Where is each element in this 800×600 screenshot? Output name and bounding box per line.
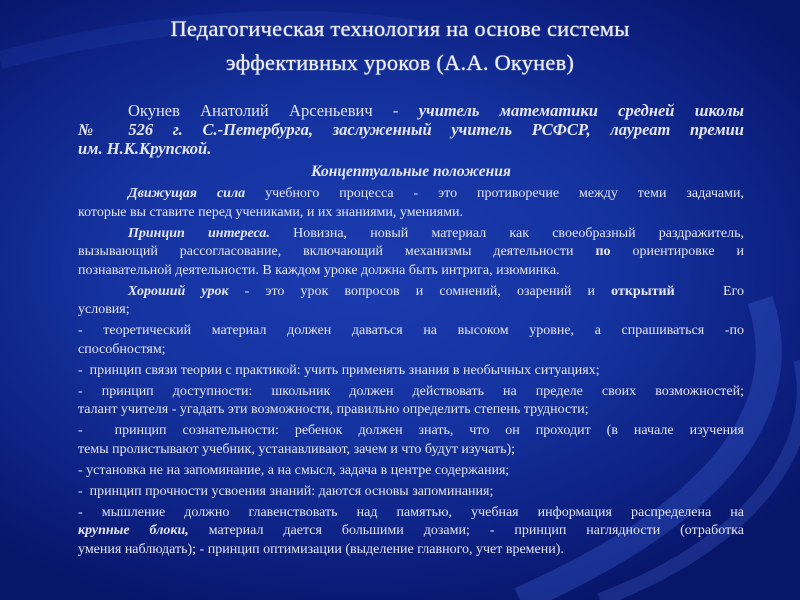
text-line [78, 422, 744, 441]
text-line [78, 185, 744, 204]
concept-paragraph [78, 283, 744, 320]
text-segment: способностям; [78, 341, 166, 357]
text-segment: - принцип связи теории с практикой: учить применять знания в необычных ситуациях; [78, 362, 600, 378]
concept-paragraph [78, 185, 744, 222]
text-line [78, 101, 744, 120]
text-segment: вызывающий рассогласование, включающий механизмы деятельности [78, 244, 596, 259]
concept-paragraph [78, 322, 744, 359]
slide-title [0, 12, 800, 80]
text-segment: талант учителя - угадать эти возможности, правильно определить степень трудности; [78, 402, 589, 417]
slide-title-line: эффективных уроков (А.А. Окунев) [225, 50, 575, 75]
text-segment: познавательной деятельности. В каждом уроке должна быть интрига, изюминка. [78, 262, 560, 278]
text-line [78, 441, 744, 460]
emphasized-text: по [595, 244, 611, 259]
emphasized-text: учитель математики средней школы [418, 101, 745, 120]
text-segment: учебного процесса - это противоречие между теми задачами, [245, 186, 744, 201]
emphasized-text: Хороший урок [128, 283, 229, 299]
text-segment: Его [674, 283, 744, 299]
text-line [78, 322, 744, 341]
text-segment: - принцип сознательности: ребенок должен знать, что он проходит (в начале изучения [78, 423, 744, 438]
text-segment: - принцип доступности: школьник должен действовать на пределе своих возможностей; [78, 383, 744, 399]
emphasized-text: Принцип интереса. [128, 225, 270, 241]
concept-paragraph [78, 462, 744, 481]
text-line [78, 462, 744, 481]
concept-paragraph [78, 422, 744, 459]
text-segment: - теоретический материал должен даваться на высоком уровне, а спрашиваться -по [78, 323, 744, 338]
text-segment: Окунев Анатолий Арсеньевич - [128, 101, 419, 120]
text-line [78, 204, 744, 223]
text-segment: - установка не на запоминание, а на смысл, задача в центре содержания; [78, 462, 510, 478]
text-segment: - принцип прочности усвоения знаний: даются основы запоминания; [78, 483, 494, 499]
text-line [78, 362, 744, 381]
text-segment: ориентировке и [610, 244, 744, 259]
text-segment: - это урок вопросов и сомнений, озарений и [228, 283, 612, 299]
text-line [78, 504, 744, 523]
slide-title-line: Педагогическая технология на основе системы [170, 16, 630, 41]
section-heading: Концептуальные положения [311, 163, 511, 180]
text-segment: материал дается большими дозами; - принцип наглядности (отработка [188, 523, 744, 538]
text-line [78, 243, 744, 262]
text-line [78, 283, 744, 302]
text-segment: Новизна, новый материал как своеобразный раздражитель, [269, 225, 744, 241]
concept-paragraph [78, 483, 744, 502]
author-intro [78, 101, 744, 158]
emphasized-text: крупные блоки, [78, 523, 189, 538]
text-line [78, 262, 744, 281]
text-segment: которые вы ставите перед учениками, и их знаниями, умениями. [78, 204, 464, 220]
text-line [78, 139, 744, 158]
text-segment: условия; [78, 302, 130, 317]
text-segment: темы пролистывают учебник, устанавливают, зачем и что будут изучать); [78, 441, 516, 457]
concept-paragraph [78, 362, 744, 381]
emphasized-text: открытий [611, 283, 675, 299]
concept-paragraph [78, 504, 744, 560]
concept-paragraph [78, 225, 744, 281]
text-line [78, 483, 744, 502]
emphasized-text: № 526 г. С.-Петербурга, заслуженный учитель РСФСР, лауреат премии [78, 120, 744, 139]
text-segment: умения наблюдать); - принцип оптимизации (выделение главного, учет времени). [78, 541, 564, 557]
text-line [78, 522, 744, 541]
text-line [78, 341, 744, 360]
concept-paragraph [78, 383, 744, 420]
text-segment: - мышление должно главенствовать над памятью, учебная информация распределена на [78, 504, 744, 520]
emphasized-text: им. Н.К.Крупской. [78, 139, 212, 158]
slide-content [78, 101, 744, 562]
text-line [78, 401, 744, 420]
text-line [78, 383, 744, 402]
text-line [78, 301, 744, 320]
text-line [78, 225, 744, 244]
text-line [78, 120, 744, 139]
emphasized-text: Движущая сила [128, 186, 246, 201]
text-line [78, 541, 744, 560]
concept-list [78, 185, 744, 559]
